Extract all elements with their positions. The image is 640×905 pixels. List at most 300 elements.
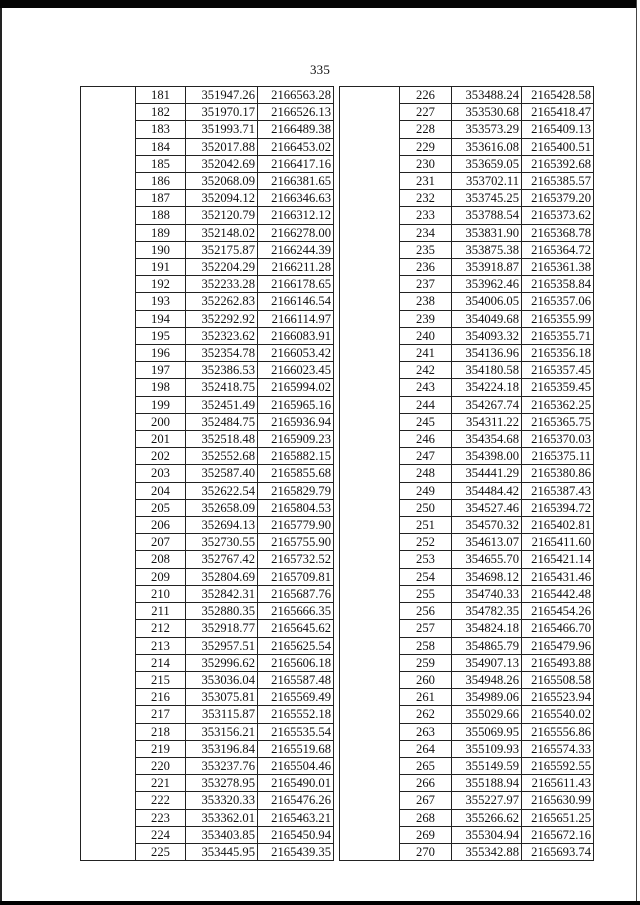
x-coordinate-cell: 354865.79 xyxy=(452,637,522,654)
x-coordinate-cell: 355029.66 xyxy=(452,706,522,723)
table-row xyxy=(81,362,334,379)
point-number-cell: 264 xyxy=(400,740,452,757)
x-coordinate-cell: 352842.31 xyxy=(186,585,258,602)
point-number-cell: 185 xyxy=(136,155,186,172)
blank-cell xyxy=(340,379,400,396)
table-row xyxy=(81,723,334,740)
x-coordinate-cell: 351947.26 xyxy=(186,87,258,104)
table-row xyxy=(340,603,594,620)
blank-cell xyxy=(81,603,136,620)
blank-cell xyxy=(340,327,400,344)
blank-cell xyxy=(340,568,400,585)
table-row xyxy=(81,431,334,448)
blank-cell xyxy=(340,843,400,860)
table-row xyxy=(340,310,594,327)
x-coordinate-cell: 353875.38 xyxy=(452,241,522,258)
point-number-cell: 256 xyxy=(400,603,452,620)
x-coordinate-cell: 352730.55 xyxy=(186,534,258,551)
table-row xyxy=(340,87,594,104)
point-number-cell: 215 xyxy=(136,671,186,688)
table-row xyxy=(81,207,334,224)
table-row xyxy=(81,138,334,155)
blank-cell xyxy=(340,637,400,654)
point-number-cell: 251 xyxy=(400,517,452,534)
point-number-cell: 268 xyxy=(400,809,452,826)
blank-cell xyxy=(81,396,136,413)
x-coordinate-cell: 355266.62 xyxy=(452,809,522,826)
blank-cell xyxy=(81,138,136,155)
table-row xyxy=(81,259,334,276)
table-row xyxy=(340,843,594,860)
blank-cell xyxy=(81,517,136,534)
blank-cell xyxy=(81,465,136,482)
blank-cell xyxy=(340,259,400,276)
y-coordinate-cell: 2165490.01 xyxy=(258,775,334,792)
x-coordinate-cell: 353530.68 xyxy=(452,104,522,121)
blank-cell xyxy=(81,448,136,465)
x-coordinate-cell: 354224.18 xyxy=(452,379,522,396)
table-row xyxy=(340,345,594,362)
point-number-cell: 189 xyxy=(136,224,186,241)
x-coordinate-cell: 352148.02 xyxy=(186,224,258,241)
table-row xyxy=(81,465,334,482)
blank-cell xyxy=(340,603,400,620)
x-coordinate-cell: 351993.71 xyxy=(186,121,258,138)
blank-cell xyxy=(340,138,400,155)
y-coordinate-cell: 2165356.18 xyxy=(522,345,594,362)
y-coordinate-cell: 2165755.90 xyxy=(258,534,334,551)
point-number-cell: 187 xyxy=(136,190,186,207)
x-coordinate-cell: 354484.42 xyxy=(452,482,522,499)
y-coordinate-cell: 2165357.45 xyxy=(522,362,594,379)
blank-cell xyxy=(340,413,400,430)
y-coordinate-cell: 2165587.48 xyxy=(258,671,334,688)
x-coordinate-cell: 353115.87 xyxy=(186,706,258,723)
point-number-cell: 261 xyxy=(400,689,452,706)
x-coordinate-cell: 352292.92 xyxy=(186,310,258,327)
blank-cell xyxy=(81,620,136,637)
x-coordinate-cell: 352262.83 xyxy=(186,293,258,310)
point-number-cell: 229 xyxy=(400,138,452,155)
x-coordinate-cell: 352918.77 xyxy=(186,620,258,637)
point-number-cell: 213 xyxy=(136,637,186,654)
y-coordinate-cell: 2165519.68 xyxy=(258,740,334,757)
x-coordinate-cell: 353962.46 xyxy=(452,276,522,293)
blank-cell xyxy=(81,259,136,276)
point-number-cell: 240 xyxy=(400,327,452,344)
y-coordinate-cell: 2165418.47 xyxy=(522,104,594,121)
y-coordinate-cell: 2165362.25 xyxy=(522,396,594,413)
x-coordinate-cell: 354655.70 xyxy=(452,551,522,568)
x-coordinate-cell: 352767.42 xyxy=(186,551,258,568)
y-coordinate-cell: 2165540.02 xyxy=(522,706,594,723)
table-row xyxy=(81,87,334,104)
table-row xyxy=(81,775,334,792)
table-row xyxy=(81,620,334,637)
point-number-cell: 201 xyxy=(136,431,186,448)
x-coordinate-cell: 354824.18 xyxy=(452,620,522,637)
blank-cell xyxy=(340,465,400,482)
x-coordinate-cell: 352120.79 xyxy=(186,207,258,224)
y-coordinate-cell: 2165936.94 xyxy=(258,413,334,430)
blank-cell xyxy=(340,706,400,723)
blank-cell xyxy=(340,689,400,706)
y-coordinate-cell: 2165365.75 xyxy=(522,413,594,430)
blank-cell xyxy=(340,224,400,241)
x-coordinate-cell: 353237.76 xyxy=(186,757,258,774)
x-coordinate-cell: 352386.53 xyxy=(186,362,258,379)
table-row xyxy=(340,654,594,671)
y-coordinate-cell: 2165855.68 xyxy=(258,465,334,482)
x-coordinate-cell: 354782.35 xyxy=(452,603,522,620)
y-coordinate-cell: 2165625.54 xyxy=(258,637,334,654)
blank-cell xyxy=(81,362,136,379)
blank-cell xyxy=(81,190,136,207)
table-row xyxy=(340,241,594,258)
point-number-cell: 248 xyxy=(400,465,452,482)
y-coordinate-cell: 2165804.53 xyxy=(258,499,334,516)
table-row xyxy=(340,585,594,602)
point-number-cell: 249 xyxy=(400,482,452,499)
point-number-cell: 245 xyxy=(400,413,452,430)
point-number-cell: 239 xyxy=(400,310,452,327)
y-coordinate-cell: 2165454.26 xyxy=(522,603,594,620)
blank-cell xyxy=(81,843,136,860)
blank-cell xyxy=(81,87,136,104)
y-coordinate-cell: 2166563.28 xyxy=(258,87,334,104)
point-number-cell: 232 xyxy=(400,190,452,207)
point-number-cell: 265 xyxy=(400,757,452,774)
x-coordinate-cell: 354006.05 xyxy=(452,293,522,310)
table-row xyxy=(81,104,334,121)
table-row xyxy=(81,654,334,671)
x-coordinate-cell: 354698.12 xyxy=(452,568,522,585)
point-number-cell: 233 xyxy=(400,207,452,224)
x-coordinate-cell: 353320.33 xyxy=(186,792,258,809)
point-number-cell: 257 xyxy=(400,620,452,637)
x-coordinate-cell: 352552.68 xyxy=(186,448,258,465)
x-coordinate-cell: 354570.32 xyxy=(452,517,522,534)
coordinates-table-left-body xyxy=(81,87,334,861)
y-coordinate-cell: 2166083.91 xyxy=(258,327,334,344)
point-number-cell: 212 xyxy=(136,620,186,637)
table-row xyxy=(340,723,594,740)
y-coordinate-cell: 2165693.74 xyxy=(522,843,594,860)
table-row xyxy=(81,155,334,172)
y-coordinate-cell: 2165882.15 xyxy=(258,448,334,465)
point-number-cell: 216 xyxy=(136,689,186,706)
table-row xyxy=(81,173,334,190)
table-row xyxy=(81,190,334,207)
y-coordinate-cell: 2165355.99 xyxy=(522,310,594,327)
point-number-cell: 227 xyxy=(400,104,452,121)
x-coordinate-cell: 353831.90 xyxy=(452,224,522,241)
table-row xyxy=(340,620,594,637)
x-coordinate-cell: 354136.96 xyxy=(452,345,522,362)
blank-cell xyxy=(340,792,400,809)
x-coordinate-cell: 354398.00 xyxy=(452,448,522,465)
table-row xyxy=(81,534,334,551)
point-number-cell: 270 xyxy=(400,843,452,860)
y-coordinate-cell: 2165994.02 xyxy=(258,379,334,396)
x-coordinate-cell: 353488.24 xyxy=(452,87,522,104)
table-row xyxy=(340,138,594,155)
table-row xyxy=(81,293,334,310)
blank-cell xyxy=(81,224,136,241)
x-coordinate-cell: 352694.13 xyxy=(186,517,258,534)
point-number-cell: 211 xyxy=(136,603,186,620)
blank-cell xyxy=(81,241,136,258)
x-coordinate-cell: 353616.08 xyxy=(452,138,522,155)
table-row xyxy=(81,121,334,138)
y-coordinate-cell: 2166114.97 xyxy=(258,310,334,327)
point-number-cell: 236 xyxy=(400,259,452,276)
blank-cell xyxy=(81,706,136,723)
point-number-cell: 231 xyxy=(400,173,452,190)
table-row xyxy=(340,413,594,430)
table-row xyxy=(340,121,594,138)
point-number-cell: 253 xyxy=(400,551,452,568)
point-number-cell: 238 xyxy=(400,293,452,310)
x-coordinate-cell: 355188.94 xyxy=(452,775,522,792)
blank-cell xyxy=(340,723,400,740)
blank-cell xyxy=(81,276,136,293)
blank-cell xyxy=(340,654,400,671)
x-coordinate-cell: 355227.97 xyxy=(452,792,522,809)
table-row xyxy=(340,190,594,207)
x-coordinate-cell: 354093.32 xyxy=(452,327,522,344)
blank-cell xyxy=(81,637,136,654)
point-number-cell: 200 xyxy=(136,413,186,430)
point-number-cell: 206 xyxy=(136,517,186,534)
blank-cell xyxy=(81,740,136,757)
point-number-cell: 192 xyxy=(136,276,186,293)
point-number-cell: 235 xyxy=(400,241,452,258)
y-coordinate-cell: 2165431.46 xyxy=(522,568,594,585)
point-number-cell: 199 xyxy=(136,396,186,413)
table-row xyxy=(81,585,334,602)
blank-cell xyxy=(81,689,136,706)
y-coordinate-cell: 2165504.46 xyxy=(258,757,334,774)
x-coordinate-cell: 352880.35 xyxy=(186,603,258,620)
table-row xyxy=(81,637,334,654)
y-coordinate-cell: 2165373.62 xyxy=(522,207,594,224)
point-number-cell: 205 xyxy=(136,499,186,516)
x-coordinate-cell: 354613.07 xyxy=(452,534,522,551)
blank-cell xyxy=(340,620,400,637)
point-number-cell: 221 xyxy=(136,775,186,792)
y-coordinate-cell: 2166278.00 xyxy=(258,224,334,241)
x-coordinate-cell: 352484.75 xyxy=(186,413,258,430)
table-row xyxy=(81,448,334,465)
point-number-cell: 222 xyxy=(136,792,186,809)
y-coordinate-cell: 2166381.65 xyxy=(258,173,334,190)
blank-cell xyxy=(81,551,136,568)
table-row xyxy=(81,310,334,327)
table-row xyxy=(340,551,594,568)
blank-cell xyxy=(81,585,136,602)
y-coordinate-cell: 2165358.84 xyxy=(522,276,594,293)
x-coordinate-cell: 354267.74 xyxy=(452,396,522,413)
y-coordinate-cell: 2165357.06 xyxy=(522,293,594,310)
table-row xyxy=(340,809,594,826)
y-coordinate-cell: 2165651.25 xyxy=(522,809,594,826)
y-coordinate-cell: 2165387.43 xyxy=(522,482,594,499)
x-coordinate-cell: 355149.59 xyxy=(452,757,522,774)
y-coordinate-cell: 2165552.18 xyxy=(258,706,334,723)
table-row xyxy=(340,689,594,706)
y-coordinate-cell: 2165709.81 xyxy=(258,568,334,585)
table-row xyxy=(340,568,594,585)
blank-cell xyxy=(81,568,136,585)
blank-cell xyxy=(340,173,400,190)
y-coordinate-cell: 2165355.71 xyxy=(522,327,594,344)
table-row xyxy=(81,241,334,258)
blank-cell xyxy=(81,482,136,499)
y-coordinate-cell: 2165666.35 xyxy=(258,603,334,620)
x-coordinate-cell: 353702.11 xyxy=(452,173,522,190)
blank-cell xyxy=(340,155,400,172)
blank-cell xyxy=(81,155,136,172)
y-coordinate-cell: 2165421.14 xyxy=(522,551,594,568)
blank-cell xyxy=(81,413,136,430)
blank-cell xyxy=(340,190,400,207)
scan-border-right xyxy=(636,0,640,905)
point-number-cell: 195 xyxy=(136,327,186,344)
blank-cell xyxy=(81,775,136,792)
y-coordinate-cell: 2165361.38 xyxy=(522,259,594,276)
blank-cell xyxy=(81,723,136,740)
point-number-cell: 209 xyxy=(136,568,186,585)
x-coordinate-cell: 353278.95 xyxy=(186,775,258,792)
point-number-cell: 220 xyxy=(136,757,186,774)
blank-cell xyxy=(340,276,400,293)
table-row xyxy=(340,379,594,396)
x-coordinate-cell: 351970.17 xyxy=(186,104,258,121)
table-row xyxy=(81,551,334,568)
y-coordinate-cell: 2165535.54 xyxy=(258,723,334,740)
blank-cell xyxy=(340,775,400,792)
x-coordinate-cell: 352204.29 xyxy=(186,259,258,276)
blank-cell xyxy=(340,534,400,551)
coordinates-table-right xyxy=(339,86,594,861)
table-row xyxy=(81,757,334,774)
blank-cell xyxy=(340,809,400,826)
y-coordinate-cell: 2166526.13 xyxy=(258,104,334,121)
blank-cell xyxy=(81,499,136,516)
table-row xyxy=(81,482,334,499)
x-coordinate-cell: 353075.81 xyxy=(186,689,258,706)
x-coordinate-cell: 352175.87 xyxy=(186,241,258,258)
point-number-cell: 255 xyxy=(400,585,452,602)
x-coordinate-cell: 352418.75 xyxy=(186,379,258,396)
blank-cell xyxy=(340,87,400,104)
point-number-cell: 190 xyxy=(136,241,186,258)
blank-cell xyxy=(340,104,400,121)
table-row xyxy=(340,706,594,723)
y-coordinate-cell: 2165476.26 xyxy=(258,792,334,809)
y-coordinate-cell: 2165368.78 xyxy=(522,224,594,241)
y-coordinate-cell: 2165380.86 xyxy=(522,465,594,482)
blank-cell xyxy=(340,517,400,534)
blank-cell xyxy=(340,671,400,688)
blank-cell xyxy=(340,585,400,602)
table-row xyxy=(340,173,594,190)
blank-cell xyxy=(81,207,136,224)
y-coordinate-cell: 2165630.99 xyxy=(522,792,594,809)
point-number-cell: 188 xyxy=(136,207,186,224)
x-coordinate-cell: 353036.04 xyxy=(186,671,258,688)
table-row xyxy=(81,396,334,413)
y-coordinate-cell: 2165569.49 xyxy=(258,689,334,706)
blank-cell xyxy=(340,121,400,138)
table-row xyxy=(340,465,594,482)
table-row xyxy=(340,259,594,276)
blank-cell xyxy=(340,241,400,258)
x-coordinate-cell: 354948.26 xyxy=(452,671,522,688)
y-coordinate-cell: 2165732.52 xyxy=(258,551,334,568)
point-number-cell: 241 xyxy=(400,345,452,362)
y-coordinate-cell: 2165375.11 xyxy=(522,448,594,465)
table-row xyxy=(81,671,334,688)
y-coordinate-cell: 2166023.45 xyxy=(258,362,334,379)
point-number-cell: 243 xyxy=(400,379,452,396)
point-number-cell: 204 xyxy=(136,482,186,499)
table-row xyxy=(81,843,334,860)
y-coordinate-cell: 2165463.21 xyxy=(258,809,334,826)
table-row xyxy=(340,293,594,310)
point-number-cell: 183 xyxy=(136,121,186,138)
blank-cell xyxy=(81,534,136,551)
table-row xyxy=(340,517,594,534)
y-coordinate-cell: 2165574.33 xyxy=(522,740,594,757)
point-number-cell: 184 xyxy=(136,138,186,155)
y-coordinate-cell: 2165402.81 xyxy=(522,517,594,534)
table-row xyxy=(340,826,594,843)
point-number-cell: 193 xyxy=(136,293,186,310)
x-coordinate-cell: 355304.94 xyxy=(452,826,522,843)
blank-cell xyxy=(81,671,136,688)
x-coordinate-cell: 353196.84 xyxy=(186,740,258,757)
point-number-cell: 219 xyxy=(136,740,186,757)
point-number-cell: 225 xyxy=(136,843,186,860)
point-number-cell: 269 xyxy=(400,826,452,843)
blank-cell xyxy=(81,809,136,826)
x-coordinate-cell: 355069.95 xyxy=(452,723,522,740)
point-number-cell: 254 xyxy=(400,568,452,585)
blank-cell xyxy=(81,293,136,310)
y-coordinate-cell: 2165523.94 xyxy=(522,689,594,706)
y-coordinate-cell: 2165508.58 xyxy=(522,671,594,688)
blank-cell xyxy=(81,826,136,843)
page-number: 335 xyxy=(309,62,331,77)
point-number-cell: 260 xyxy=(400,671,452,688)
point-number-cell: 203 xyxy=(136,465,186,482)
blank-cell xyxy=(81,654,136,671)
table-row xyxy=(340,431,594,448)
y-coordinate-cell: 2165556.86 xyxy=(522,723,594,740)
y-coordinate-cell: 2165442.48 xyxy=(522,585,594,602)
x-coordinate-cell: 353445.95 xyxy=(186,843,258,860)
y-coordinate-cell: 2165364.72 xyxy=(522,241,594,258)
x-coordinate-cell: 354441.29 xyxy=(452,465,522,482)
y-coordinate-cell: 2165479.96 xyxy=(522,637,594,654)
blank-cell xyxy=(340,345,400,362)
x-coordinate-cell: 353788.54 xyxy=(452,207,522,224)
point-number-cell: 198 xyxy=(136,379,186,396)
y-coordinate-cell: 2166312.12 xyxy=(258,207,334,224)
blank-cell xyxy=(340,482,400,499)
